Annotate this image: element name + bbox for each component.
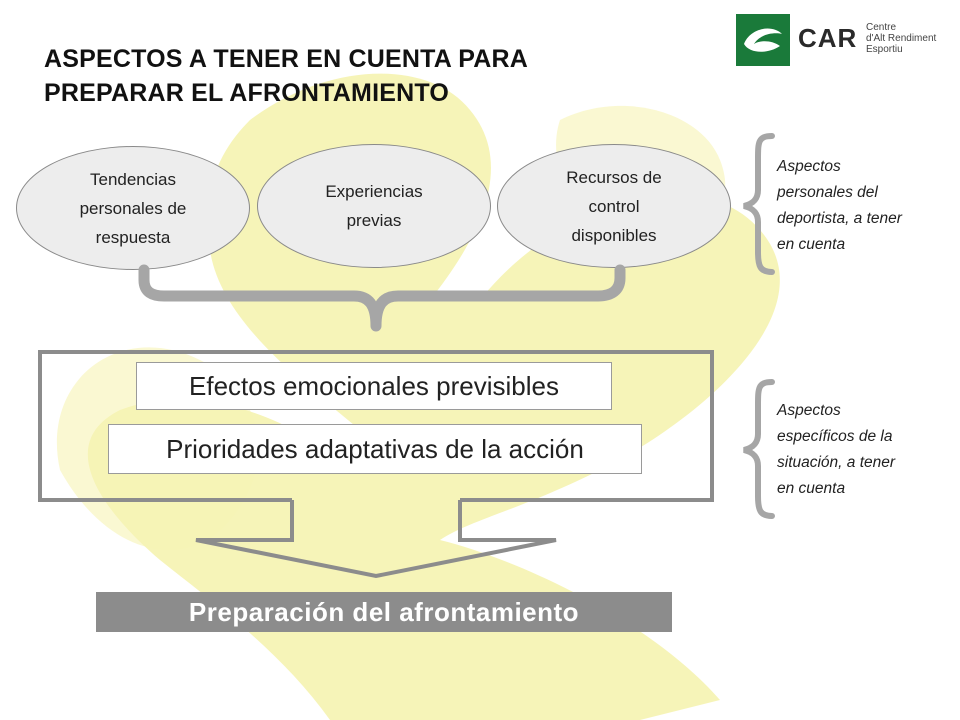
ellipse-recursos: Recursos de control disponibles	[497, 144, 731, 268]
ellipse-experiencias: Experiencias previas	[257, 144, 491, 268]
box-efectos-emocionales: Efectos emocionales previsibles	[136, 362, 612, 410]
note-bracket-1	[744, 136, 772, 272]
page-title: ASPECTOS A TENER EN CUENTA PARA PREPARAR EL AFRONTAMIENTO	[44, 45, 529, 107]
result-box: Preparación del afrontamiento	[96, 592, 672, 632]
down-arrow	[196, 500, 556, 576]
note-bracket-2	[744, 382, 772, 516]
box-prioridades-adaptativas: Prioridades adaptativas de la acción	[108, 424, 642, 474]
logo-name: CAR	[798, 23, 858, 53]
logo-subtitle: Centre d'Alt Rendiment Esportiu	[866, 22, 937, 55]
ellipse-tendencias: Tendencias personales de respuesta	[16, 146, 250, 270]
note-especificos: Aspectos específicos de la situación, a tener en cuenta	[777, 402, 896, 497]
note-personales: Aspectos personales del deportista, a tener en cuenta	[777, 158, 902, 253]
grouping-brace	[144, 270, 620, 326]
